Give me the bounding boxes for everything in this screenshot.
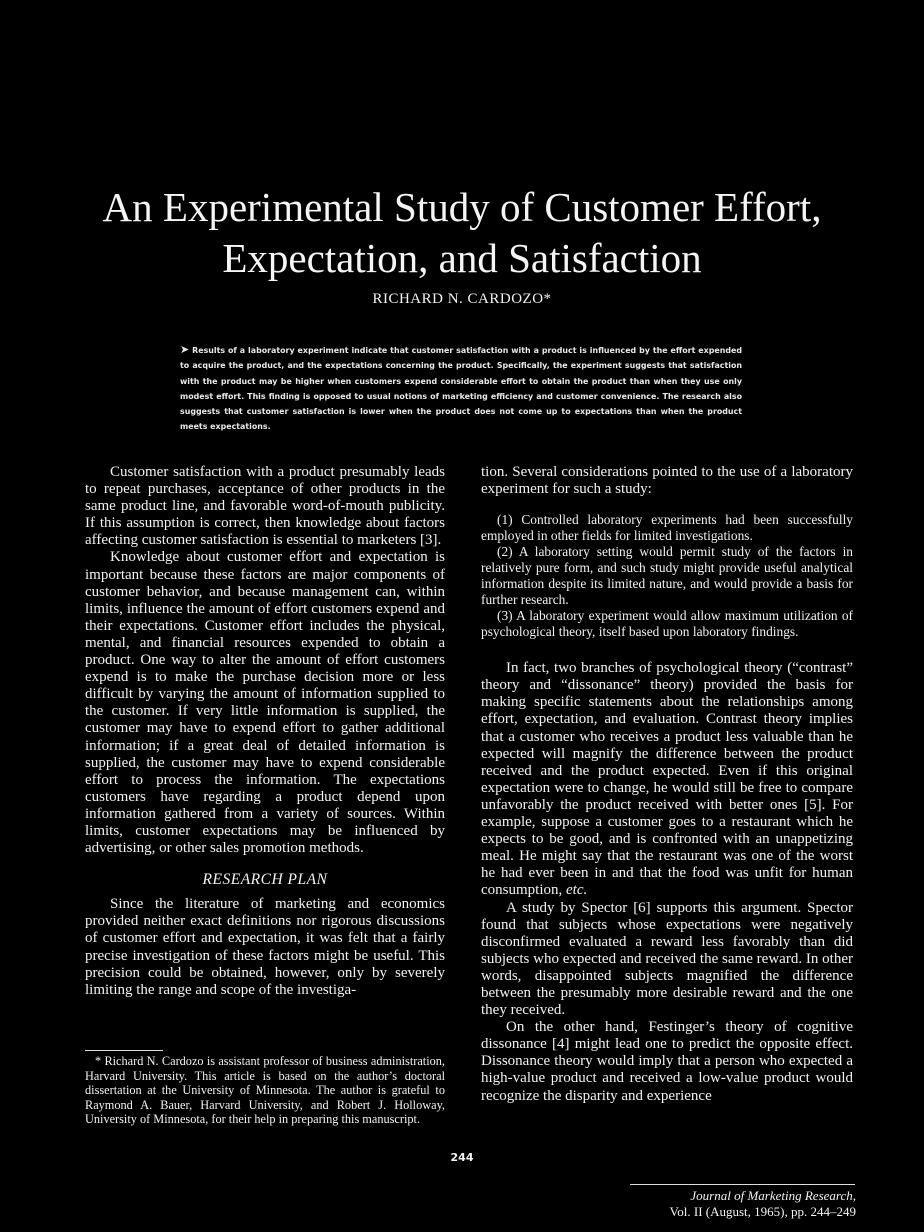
list-item: (2) A laboratory setting would permit study of the factors in relatively pure form, and such study might provide useful analytical information despite its limited nature, and would provide a basis for further research. [481, 544, 853, 608]
body-paragraph: A study by Spector [6] supports this argument. Spector found that subjects whose expectations were negatively disconfirmed evaluated a reward less favorably than did subjects who expected and received the same reward. In other words, disappointed subjects magnified the difference between the presumably more desirable reward and the one they received. [481, 899, 853, 1019]
journal-name: Journal of Marketing Research, [690, 1188, 856, 1203]
etc-text: etc. [566, 882, 588, 899]
body-paragraph: Customer satisfaction with a product presumably leads to repeat purchases, acceptance of other products in the same product line, and favorable word-of-mouth publicity. If this assumption is correct, then knowledge about factors affecting customer satisfaction is essential to marketers [3]. [85, 464, 445, 549]
body-paragraph: On the other hand, Festinger’s theory of cognitive dissonance [4] might lead one to predict the opposite effect. Dissonance theory would imply that a person who expected a high-value product and received a low-value product would recognize the disparity and experience [481, 1019, 853, 1104]
right-column [481, 464, 853, 1105]
left-column [85, 464, 445, 999]
body-paragraph: tion. Several considerations pointed to the use of a laboratory experiment for such a study: [481, 464, 853, 498]
section-heading: RESEARCH PLAN [202, 871, 328, 889]
journal-volume: Vol. II (August, 1965), pp. 244–249 [669, 1204, 856, 1219]
abstract [180, 342, 742, 435]
body-paragraph: Knowledge about customer effort and expectation is important because these factors are major components of customer behavior, and because management can, within limits, influence the amount of effort customers expend and their expectations. Customer effort includes the physical, mental, and financial resources expended to obtain a product. One way to alter the amount of effort customers expend is to make the purchase decision more or less difficult by varying the amount of information supplied to the customer. If very little information is supplied, the customer may have to expend effort to gather additional information; if a great deal of detailed information is supplied, the customer may have to expend considerable effort to process the information. The expectations customers have regarding a product depend upon information gathered from a variety of sources. Within limits, customer expectations may be influenced by advertising, or other sales promotion methods. [85, 549, 445, 857]
footnote: * Richard N. Cardozo is assistant professor of business administration, Harvard University. This article is based on the author’s doctoral dissertation at the University of Minnesota. The author is grateful to Raymond A. Bauer, Harvard University, and Robert J. Holloway, University of Minnesota, for their help in preparing this manuscript. [85, 1054, 445, 1126]
list-item: (1) Controlled laboratory experiments had been successfully employed in other fields for limited investigations. [481, 512, 853, 544]
journal-divider [630, 1184, 855, 1185]
paragraph-text: In fact, two branches of psychological theory (“contrast” theory and “dissonance” theory) provided the basis for making specific statements about the relationships among effort, expectation, and evaluation. Contrast theory implies that a customer who receives a product less valuable than he expected will magnify the difference between the product received and the product expected. Even if this original expectation were to change, he would still be free to compare unfavorably the product received with better ones [5]. For example, suppose a customer goes to a restaurant which he expects to be good, and is confronted with an unappetizing meal. He might say that the restaurant was one of the worst he had ever been in and that the food was unfit for human consumption, [481, 660, 853, 899]
list-item: (3) A laboratory experiment would allow maximum utilization of psychological theory, itself based upon laboratory findings. [481, 608, 853, 640]
body-paragraph: Since the literature of marketing and economics provided neither exact definitions nor rigorous discussions of customer effort and expectation, it was felt that a fairly precise investigation of these factors might be useful. This precision could be obtained, however, only by severely limiting the range and scope of the investiga- [85, 896, 445, 998]
body-paragraph [481, 660, 853, 899]
arrow-marker-icon: ➤ [180, 343, 190, 356]
abstract-text: Results of a laboratory experiment indicate that customer satisfaction with a product is influenced by the effort expended to acquire the product, and the expectations concerning the product. Specifically, the experiment suggests that satisfaction with the product may be higher when customers expend considerable effort to obtain the product than when they use only modest effort. This finding is opposed to usual notions of marketing efficiency and customer convenience. The research also suggests that customer satisfaction is lower when the product does not come up to expectations than when the product meets expectations. [180, 346, 742, 432]
page-number: 244 [450, 1151, 474, 1164]
journal-citation [600, 1188, 856, 1220]
footnote-divider [85, 1050, 163, 1051]
numbered-list [481, 512, 853, 640]
title-line-2: Expectation, and Satisfaction [222, 235, 702, 281]
author-name: RICHARD N. CARDOZO* [372, 291, 552, 307]
title-line-1: An Experimental Study of Customer Effort, [102, 184, 822, 230]
article-title [60, 182, 864, 284]
